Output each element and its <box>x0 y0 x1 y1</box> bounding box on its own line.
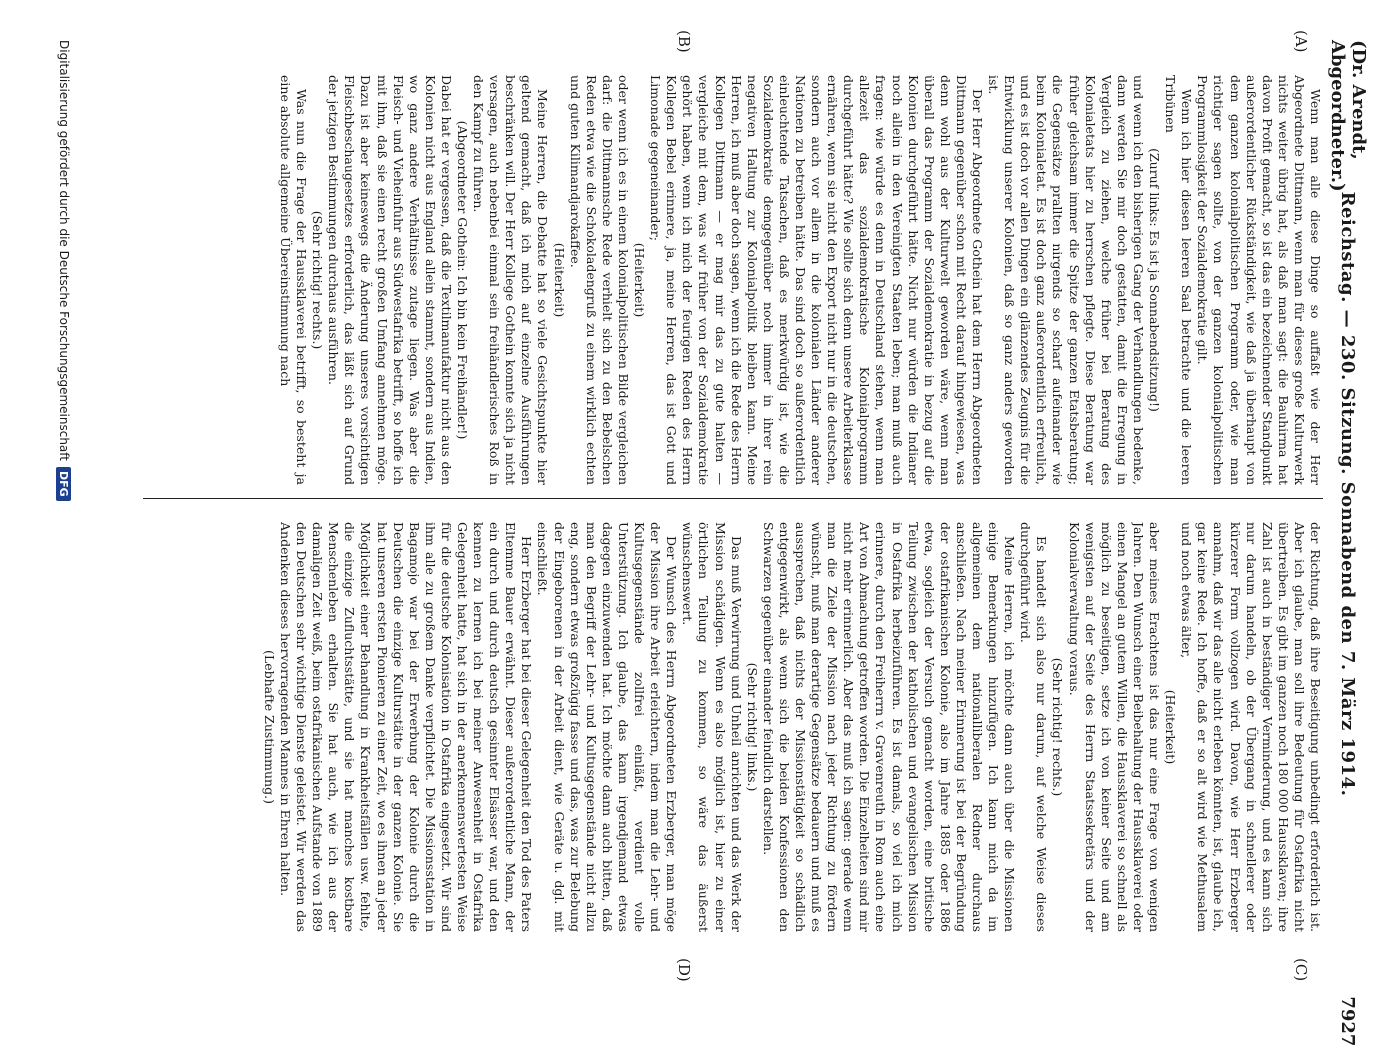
paragraph: Das muß Verwirrung und Unheil anrichten und das Werk der Mission schädigen. Wenn es also möglich ist, hier zu einer örtlichen Teilung zu kommen, so wäre das äußerst wünschenswert. <box>680 522 744 932</box>
interjection: (Zuruf links: Es ist ja Sonnabendsitzung!) <box>1147 148 1163 412</box>
margin-marker-d: (D) <box>675 958 693 982</box>
interjection: (Heiterkeit) <box>632 242 648 318</box>
dfg-logo: DFG <box>57 467 72 501</box>
paragraph: Der Herr Abgeordnete Gothein hat dem Herrn Abgeordneten Dittmann gegenüber schon mit Recht darauf hingewiesen, was denn wohl aus der Kulturwelt geworden wäre, wenn man überall das Programm der Sozialdemokratie in bezug auf die Kolonien durchgeführt hätte. Nicht nur würden die Indianer noch allein in den Vereinigten Staaten leben; man muß auch fragen: wie würde es denn in Deutschland stehen, wenn man allezeit das sozialdemokratische Kolonialprogramm durchgeführt hätte? Wie sollte sich denn unsere Arbeiterklasse ernähren, wenn sie nicht den Export nicht nur in die deutschen, sondern auch vor allem in die kolonialen Länder anderer Nationen zu betreiben hätte. Das sind doch so außerordentlich einleuchtende Tatsachen, daß es merkwürdig ist, wie die Sozialdemokratie demgegenüber noch immer in ihrer rein negativen Haltung zur Kolonialpolitik bleiben kann. Meine Herren, ich muß aber doch sagen, wenn ich die Rede des Herrn Kollegen Dittmann — er mag mir das zu gute halten — vergleiche mit dem, was wir früher von der Sozialdemokratie gehört haben, wenn ich mich der feurigen Reden des Herrn Kollegen Bebel erinnere, ja, meine Herren, das ist Gott und Limonade gegeneinander; <box>648 75 986 485</box>
margin-marker-b: (B) <box>675 30 693 53</box>
session-title: Reichstag. — 230. Sitzung. Sonnabend den 7. März 1914. <box>1337 191 1359 797</box>
page-header <box>1327 40 1369 1046</box>
paragraph: Es handelt sich also nur darum, auf welche Weise dieses durchgeführt wird. <box>1018 522 1050 932</box>
margin-marker-a: (A) <box>1292 30 1310 53</box>
paragraph: Wenn man alle diese Dinge so auffaßt wie der Herr Abgeordnete Dittmann, wenn man für dieses große Kulturwerk nichts weiter übrig hat, als daß man sagt: die Bauhirma hat davon Profit gemacht, so ist das ein bezeichnender Standpunkt außerordentlicher Rückständigkeit, wie daß ja überhaupt von dem ganzen kolonialpolitischen Programm oder, wie man richtiger sagen sollte, von der ganzen kolonialpolitischen Programmlosigkeit der Sozialdemokratie gilt. <box>1195 75 1323 485</box>
paragraph: aber meines Erachtens ist das nur eine Frage von wenigen Jahren. Den Wunsch einer Beibehaltung der Haussklaverei oder einen Mangel an gutem Willen, die Haussklaverei so schnell als möglich zu beseitigen, setze ich von keiner Seite und am wenigsten auf der Seite des Herrn Staatssekretärs und der Kolonialverwaltung voraus. <box>1066 522 1163 932</box>
paragraph: Herr Erzberger hat bei dieser Gelegenheit den Tod des Paters Eltemme Bauer erwähnt. Dieser außerordentliche Mann, der ein durch und durch deutsch gesinnter Elsässer war, und den kennen zu lernen ich bei meiner Anwesenheit in Ostafrika Gelegenheit hatte, hat sich in der anerkennenswertesten Weise für die deutsche Kolonisation in Ostafrika eingesetzt. Wir sind ihm alle zu großem Danke verpflichtet. Die Missionsstation in Bagamojo war bei der Erwerbung der Kolonie durch die Deutschen die einzige Kulturstätte in der ganzen Kolonie. Sie hat unseren ersten Pionieren zu einer Zeit, wo es ihnen an jeder Möglichkeit einer Behandlung in Krankheitsfällen usw. fehlte, die einzige Zufluchtsstätte, und sie hat manches kostbare Menschenleben erhalten. Sie hat auch, wie ich aus der damaligen Zeit weiß, beim ostafrikanischen Aufstande von 1889 den Deutschen sehr wichtige Dienste geleistet. Wir werden das Andenken dieses hervorragenden Mannes in Ehren halten. <box>278 522 535 932</box>
interjection: (Lebhafte Zustimmung.) <box>261 650 277 804</box>
paragraph: Was nun die Frage der Haussklaverei betrifft, so besteht ja eine absolute allgemeine Übereinstimmung nach <box>278 75 310 485</box>
interjection: (Heiterkeit) <box>1163 689 1179 765</box>
paragraph: Meine Herren, die Debatte hat so viele Gesichtspunkte hier geltend gemacht, daß ich mich auf einzelne Ausführungen beschränken will. Der Herr Kollege Gothein konnte sich ja nicht versagen, auch nebenbei einmal sein freihändlerisches Roß in den Kampf zu führen. <box>471 75 551 485</box>
paragraph: Dabei hat er vergessen, daß die Textilmanufaktur nicht aus den Kolonien nicht aus England allein stammt, sondern aus Indien, wo ganz andere Verhältnisse zutage liegen. Was aber die Fleisch- und Vieheinfuhr aus Südwestafrika betrifft, so hoffe ich mit ihm, daß sie einen recht großen Umfang annehmen möge. Dazu ist aber keineswegs die Änderung unseres vorsichtigen Fleischbeschaugesetzes erforderlich, das läßt sich auf Grund der jetzigen Bestimmungen durchaus ausführen. <box>326 75 454 485</box>
digitization-footer <box>51 40 77 940</box>
paragraph: der Richtung, daß ihre Beseitigung unbedingt erforderlich ist. Aber ich glaube, man soll ihre Bedeutung für Ostafrika nicht übertreiben. Es gibt im ganzen noch 180 000 Haussklaven; ihre Zahl ist auch in beständiger Verminderung, und es kann sich nur darum handeln, ob der Übergang in schnellerer oder kürzerer Form vollzogen wird. Davon, wie Herr Erzberger annahm, daß wir das alle nicht erleben könnten, ist, glaube ich, gar keine Rede. Ich hoffe, daß er so alt wird wie Methusalem und noch etwas älter, <box>1179 522 1323 932</box>
footer-credit: Digitalisierung gefördert durch die Deutsche Forschungsgemeinschaft <box>57 40 71 462</box>
right-text-column <box>143 522 1323 932</box>
paragraph: Wenn ich hier diesen leeren Saal betrachte und die leeren Tribünen <box>1163 75 1195 485</box>
page-number: 7927 <box>1337 996 1359 1046</box>
column-divider <box>143 498 1323 499</box>
interjection: (Sehr richtig! links.) <box>744 662 760 792</box>
speaker-note: (Dr. Arendt, Abgeordneter.) <box>1327 40 1369 192</box>
interjection: (Sehr richtig! rechts.) <box>310 210 326 350</box>
interjection: (Sehr richtig! rechts.) <box>1050 657 1066 797</box>
left-text-column <box>143 75 1323 485</box>
interjection: (Heiterkeit) <box>551 242 567 318</box>
paragraph: Meine Herren, ich möchte dann auch über die Missionen einige Bemerkungen hinzufügen. Ich kann mich da im allgemeinen dem nationalliberalen Redner durchaus anschließen. Nach meiner Erinnerung ist bei der Begründung der ostafrikanischen Kolonie, also im Jahre 1885 oder 1886 etwa, sogleich der Versuch gemacht worden, eine britische Teilung zwischen der katholischen und evangelischen Mission in Ostafrika herbeizuführen. Es ist damals, so viel ich mich erinnere, durch den Freiherrn v. Gravenreuth in Rom auch eine Art von Abmachung getroffen worden. Die Einzelheiten sind mir nicht mehr erinnerlich. Aber das muß ich sagen: gerade wenn man die Ziele der Mission nach jeder Richtung zu fördern wünscht, muß man derartige Gegensätze bedauern und muß es aussprechen, daß nichts der Missionstätigkeit so schädlich entgegenwirkt, als wenn sich die beiden Konfessionen den Schwarzen gegenüber einander feindlich darstellen. <box>760 522 1018 932</box>
paragraph: und wenn ich den bisherigen Gang der Verhandlungen bedenke, dann werden Sie mir doch gestatten, damit die Erregung in Vergleich zu ziehen, welche früher bei Beratung des Kolonialetats hier zu herrschen pflegte. Diese Beratung war früher gleichsam immer die Spitze der ganzen Etatsberatung; die Gegensätze prallten nirgends so scharf aufeinander wie beim Kolonialetat. Es ist doch ganz außerordentlich erfreulich, und es ist doch vor allen Dingen ein glänzendes Zeugnis für die Entwicklung unserer Kolonien, daß so ganz anders geworden ist. <box>986 75 1146 485</box>
interjection: (Abgeordneter Gothein: Ich bin kein Freihändler!) <box>455 120 471 440</box>
paragraph: oder wenn ich es in einem kolonialpolitischen Bilde vergleichen darf: die Dittmannsche Rede verhielt sich zu den Bebelschen Reden etwa wie die Schokoladengruß zu einem wirklich echten und guten Kilimandjarokaffee. <box>567 75 631 485</box>
paragraph: Der Wunsch des Herrn Abgeordneten Erzberger, man möge der Mission ihre Arbeit erleichtern, indem man die Lehr- und Kultusgegenstände zollfrei einläßt, verdient volle Unterstützung. Ich glaube, das kann irgendjemand etwas dagegen einzuwenden hat. Ich möchte dann auch bitten, daß man den Begriff der Lehr- und Kultusgegenstände nicht allzu eng, sondern etwas großzügig fasse und das, was zur Belebung der Eingeborenen in der Arbeit dient, wie Geräte u. dgl. mit einschließt. <box>535 522 680 932</box>
margin-marker-c: (C) <box>1292 958 1310 982</box>
